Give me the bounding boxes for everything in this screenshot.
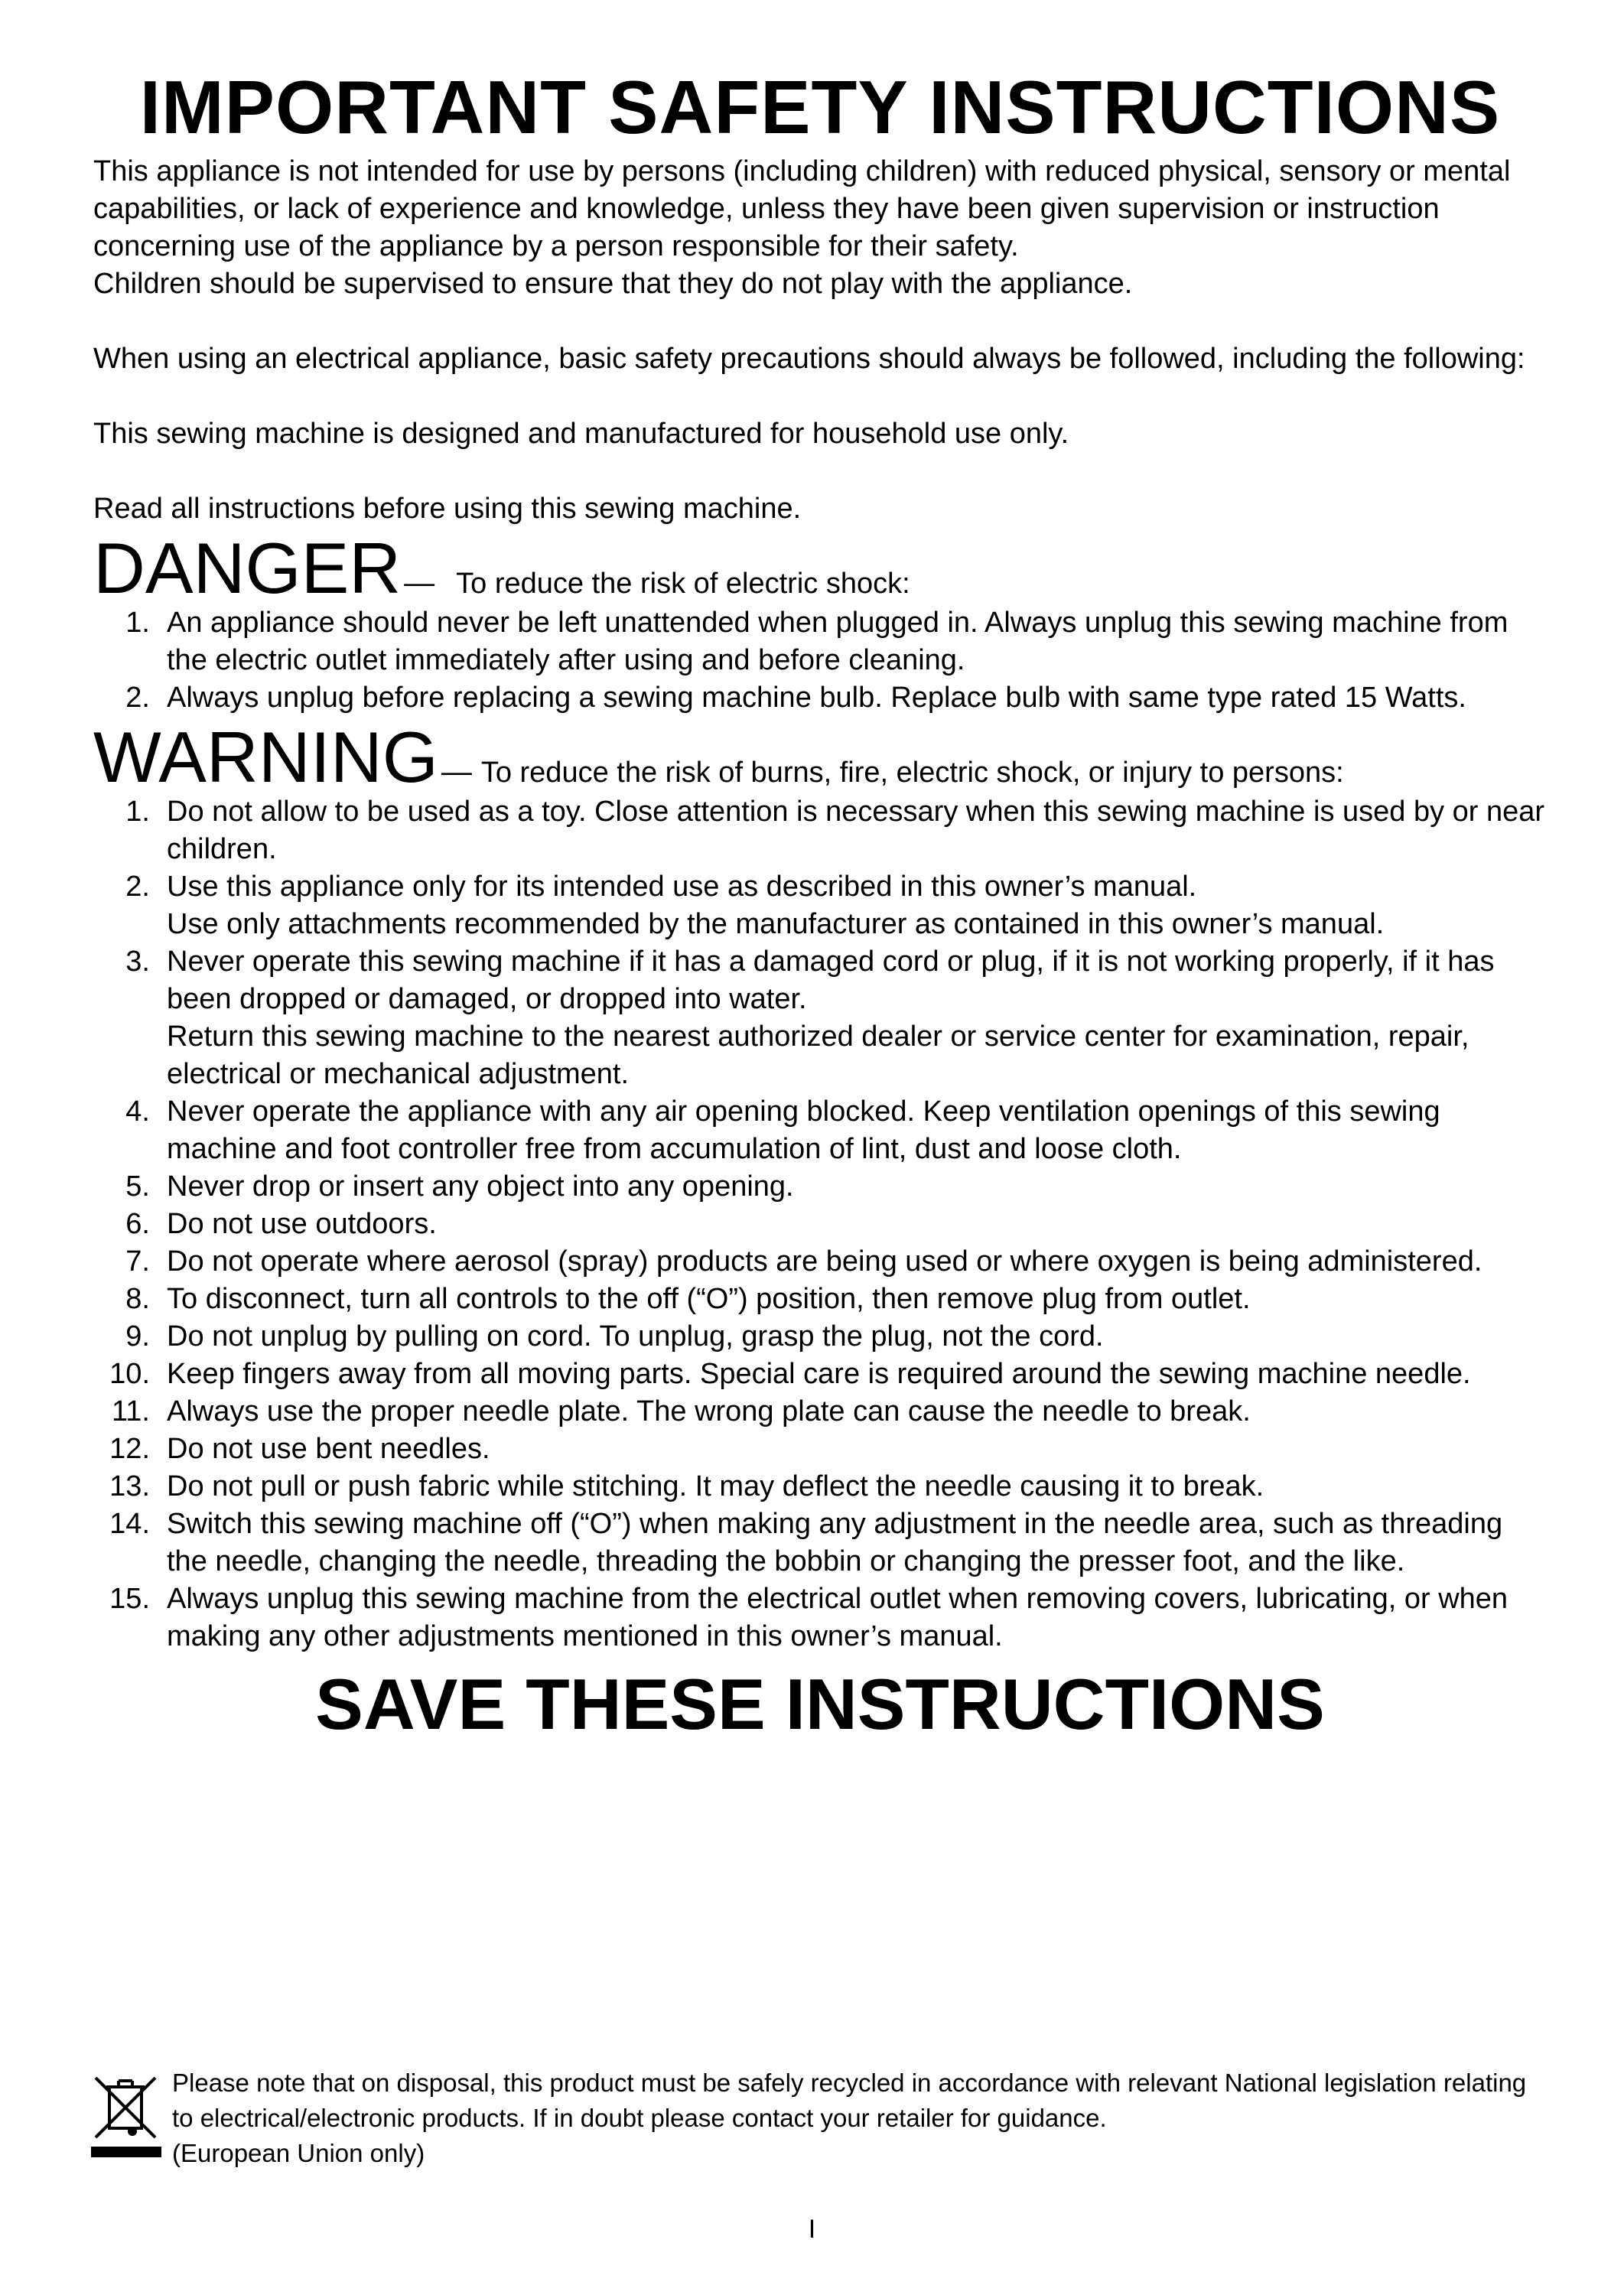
list-item: 1. Do not allow to be used as a toy. Close attention is necessary when this sewing machine is used by or near children. [125,796,1545,865]
page-title: IMPORTANT SAFETY INSTRUCTIONS [139,65,1501,149]
list-item: 2. Always unplug before replacing a sewing machine bulb. Replace bulb with same type rated 15 Watts. [125,682,1466,714]
list-item: 2. Use this appliance only for its intended use as described in this owner’s manual. Use only attachments recommended by the manufacturer as contained in this owner’s manual. [125,871,1385,940]
list-item: 5. Never drop or insert any object into any opening. [125,1170,794,1203]
danger-list [93,604,1547,717]
read-all-paragraph: Read all instructions before using this sewing machine. [93,493,802,525]
disposal-notice [88,2066,1541,2171]
warning-dash: — [441,755,472,789]
list-item: 15. Always unplug this sewing machine from the electrical outlet when removing covers, lubricating, or when making any other adjustments mentioned in this owner’s manual. [109,1583,1508,1652]
list-item: 6. Do not use outdoors. [125,1208,437,1240]
list-item: 12. Do not use bent needles. [109,1433,490,1465]
intro-paragraph: This appliance is not intended for use by persons (including children) with reduced physical, sensory or mental capabilities, or lack of experience and knowledge, unless they have been given supervision or instruction concerning use of the appliance by a person responsible for their safety. [93,155,1511,262]
household-paragraph: This sewing machine is designed and manufactured for household use only. [93,418,1069,450]
save-instructions-heading: SAVE THESE INSTRUCTIONS [315,1664,1325,1744]
danger-word: DANGER [93,528,402,608]
danger-heading [93,528,1547,608]
warning-heading [93,717,1547,797]
list-item: 4. Never operate the appliance with any air opening blocked. Keep ventilation openings of this sewing machine and foot controller free from accumulation of lint, dust and loose cloth. [125,1095,1440,1165]
list-item: 9. Do not unplug by pulling on cord. To unplug, grasp the plug, not the cord. [125,1320,1104,1353]
crossed-out-wheelie-bin-icon [88,2070,164,2171]
children-paragraph: Children should be supervised to ensure that they do not play with the appliance. [93,268,1133,300]
danger-lead: To reduce the risk of electric shock: [456,568,910,600]
list-item: 14. Switch this sewing machine off (“O”) when making any adjustment in the needle area, such as threading the needle, changing the needle, threading the bobbin or changing the presser foot, and the like. [109,1508,1503,1577]
list-item: 8. To disconnect, turn all controls to the off (“O”) position, then remove plug from outlet. [125,1283,1251,1315]
list-item: 10. Keep fingers away from all moving parts. Special care is required around the sewing machine needle. [109,1358,1471,1390]
danger-dash: — [404,566,435,600]
document-page [93,61,1547,1750]
list-item: 1. An appliance should never be left unattended when plugged in. Always unplug this sewing machine from the electric outlet immediately after using and before cleaning. [125,607,1508,676]
warning-word: WARNING [93,717,438,797]
precautions-paragraph: When using an electrical appliance, basic safety precautions should always be followed, including the following: [93,343,1525,375]
list-item: 3. Never operate this sewing machine if it has a damaged cord or plug, if it is not working properly, if it has been dropped or damaged, or dropped into water. Return this sewing machine to the nearest authorized dealer or service center for examination, repair, electrical or mechanical adjustment. [125,946,1495,1090]
disposal-text: Please note that on disposal, this product must be safely recycled in accordance with relevant National legislation relating to electrical/electronic products. If in doubt please contact your retailer for guidance. [172,2069,1527,2132]
list-item: 13. Do not pull or push fabric while stitching. It may deflect the needle causing it to break. [109,1470,1264,1502]
warning-list [93,793,1547,1655]
disposal-note: (European Union only) [172,2139,425,2167]
list-item: 11. Always use the proper needle plate. The wrong plate can cause the needle to break. [111,1395,1251,1427]
page-number: I [808,2215,816,2244]
warning-lead: To reduce the risk of burns, fire, electric shock, or injury to persons: [480,757,1344,789]
list-item: 7. Do not operate where aerosol (spray) products are being used or where oxygen is being administered. [125,1245,1482,1278]
